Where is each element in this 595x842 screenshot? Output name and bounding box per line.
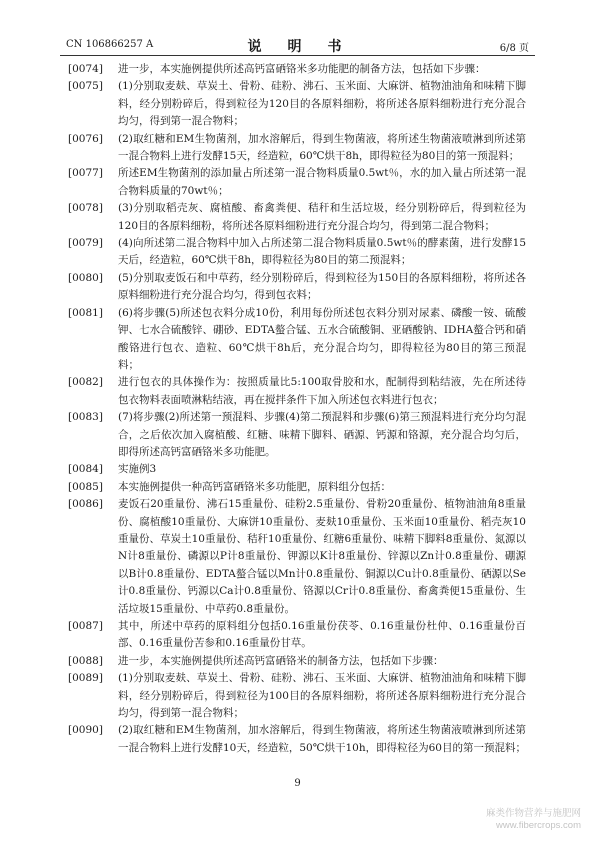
paragraph-number: [0081] bbox=[68, 306, 103, 319]
paragraph-number: [0085] bbox=[68, 480, 103, 493]
paragraph bbox=[68, 200, 526, 235]
paragraph bbox=[68, 305, 526, 375]
paragraph-number: [0088] bbox=[68, 654, 103, 667]
paragraph bbox=[68, 409, 526, 461]
section-heading: 实施例3 bbox=[118, 463, 157, 476]
document-title: 说 明 书 bbox=[247, 39, 348, 55]
paragraph-text: 进行包衣的具体操作为：按照质量比5:100取骨胶和水，配制得到粘结液，先在所述待包衣物料表面喷淋粘结液，再在搅拌条件下加入所述包衣料进行包衣； bbox=[118, 376, 526, 406]
paragraph bbox=[68, 722, 526, 757]
paragraph bbox=[68, 479, 526, 496]
paragraph-text: 本实施例提供一种高钙富硒铬米多功能肥，原料组分包括： bbox=[118, 480, 391, 493]
paragraph-text: (2)取红糖和EM生物菌剂，加水溶解后，得到生物菌液，将所述生物菌液喷淋到所述第一混合物料上进行发酵10天，经造粒，50℃烘干10h，即得粒径为60目的第一预混料； bbox=[118, 724, 526, 754]
paragraph-text: (2)取红糖和EM生物菌剂，加水溶解后，得到生物菌液，将所述生物菌液喷淋到所述第一混合物料上进行发酵15天，经造粒，60℃烘干8h，即得粒径为80目的第一预混料； bbox=[118, 132, 526, 163]
paragraph-number: [0090] bbox=[68, 724, 103, 737]
paragraph bbox=[68, 461, 526, 478]
document-body bbox=[68, 61, 526, 757]
paragraph-text: (7)将步骤(2)所述第一预混料、步骤(4)第二预混料和步骤(6)第三预混料进行充分均匀混合，之后依次加入腐植酸、红糖、味精下脚料、硒源、钙源和铬源，充分混合均匀后，即得所述高钙富硒铬米多功能肥。 bbox=[118, 411, 526, 458]
paragraph-number: [0084] bbox=[68, 463, 103, 476]
paragraph-text: 所述EM生物菌剂的添加量占所述第一混合物料质量0.5wt％，水的加入量占所述第一混合物料质量的70wt％； bbox=[118, 167, 526, 197]
paragraph-text: (4)向所述第二混合物料中加入占所述第二混合物料质量0.5wt％的酵素菌，进行发酵15天后，经造粒，60℃烘干8h，即得粒径为80目的第二预混料； bbox=[118, 237, 526, 267]
page-number: 9 bbox=[294, 778, 301, 789]
paragraph-number: [0087] bbox=[68, 620, 103, 632]
page-indicator: 6/8 页 bbox=[499, 43, 529, 54]
paragraph-number: [0089] bbox=[68, 672, 103, 685]
paragraph-text: (1)分别取麦麸、草炭土、骨粉、硅粉、沸石、玉米面、大麻饼、植物油油角和味精下脚料，经分别粉碎后，得到粒径为100目的各原料细粉，将所述各原料细粉进行充分混合均匀，得到第一混合物料； bbox=[118, 672, 526, 720]
paragraph-text: 麦饭石20重量份、沸石15重量份、硅粉2.5重量份、骨粉20重量份、植物油油角8重量份、腐植酸10重量份、大麻饼10重量份、麦麸10重量份、玉米面10重量份、稻壳灰10重量份、草炭土10重量份、秸秆10重量份、红糖6重量份、味精下脚料8重量份、氮源以N计8重量份、磷源以P计8重量份、钾源以K计8重量份、锌源以Zn计0.8重量份、硼源以B计0.8重量份、EDTA螯合锰以Mn计0.8重量份、铜源以Cu计0.8重量份、硒源以Se计0.8重量份、钙源以Ca计0.8重量份、铬源以Cr计0.8重量份、畜禽粪便15重量份、生活垃圾15重量份、中草药0.8重量份。 bbox=[118, 498, 526, 615]
paragraph-number: [0076] bbox=[68, 132, 103, 145]
paragraph-number: [0078] bbox=[68, 202, 103, 215]
paragraph bbox=[68, 165, 526, 200]
paragraph bbox=[68, 78, 526, 130]
paragraph-number: [0077] bbox=[68, 167, 103, 180]
paragraph bbox=[68, 374, 526, 409]
paragraph-number: [0083] bbox=[68, 411, 103, 424]
paragraph-text: 进一步，本实施例提供所述高钙富硒铬米的制备方法，包括如下步骤： bbox=[118, 654, 444, 667]
paragraph-text: (3)分别取稻壳灰、腐植酸、畜禽粪便、秸秆和生活垃圾，经分别粉碎后，得到粒径为120目的各原料细粉，将所述各原料细粉进行充分混合均匀，得到第二混合物料； bbox=[118, 202, 526, 232]
paragraph-text: (6)将步骤(5)所述包衣料分成10份，利用每份所述包衣料分别对尿素、磷酸一铵、硫酸钾、七水合硫酸锌、硼砂、EDTA螯合锰、五水合硫酸铜、亚硒酸钠、IDHA螯合钙和硝酸铬进行包衣、造粒、60℃烘干8h后，充分混合均匀，即得粒径为80目的第三预混料； bbox=[118, 306, 526, 371]
paragraph-text: (5)分别取麦饭石和中草药，经分别粉碎后，得到粒径为150目的各原料细粉，将所述各原料细粉进行充分混合均匀，得到包衣料； bbox=[118, 271, 526, 302]
paragraph-text: (1)分别取麦麸、草炭土、骨粉、硅粉、沸石、玉米面、大麻饼、植物油油角和味精下脚料，经分别粉碎后，得到粒径为120目的各原料细粉，将所述各原料细粉进行充分混合均匀，得到第一混合物料； bbox=[118, 80, 526, 128]
paragraph-number: [0080] bbox=[68, 271, 103, 284]
watermark-url: www.fibercrops.com bbox=[496, 820, 581, 831]
paragraph-text: 进一步，本实施例提供所述高钙富硒铬米多功能肥的制备方法，包括如下步骤： bbox=[118, 63, 486, 75]
patent-number: CN 106866257 A bbox=[66, 39, 154, 50]
paragraph-number: [0086] bbox=[68, 498, 103, 511]
header-rule bbox=[60, 55, 535, 56]
paragraph bbox=[68, 670, 526, 722]
paragraph bbox=[68, 496, 526, 618]
paragraph-number: [0075] bbox=[68, 80, 103, 93]
paragraph-number: [0082] bbox=[68, 376, 103, 389]
paragraph bbox=[68, 235, 526, 270]
page-header bbox=[66, 36, 529, 54]
paragraph bbox=[68, 270, 526, 305]
paragraph bbox=[68, 653, 526, 670]
paragraph-number: [0074] bbox=[68, 63, 103, 75]
paragraph-number: [0079] bbox=[68, 237, 103, 250]
paragraph-text: 其中，所述中草药的原料组分包括0.16重量份茯苓、0.16重量份杜仲、0.16重量份百部、0.16重量份苦参和0.16重量份甘草。 bbox=[118, 620, 526, 650]
watermark-site-name: 麻类作物营养与施肥网 bbox=[485, 808, 581, 819]
paragraph bbox=[68, 131, 526, 166]
watermark bbox=[421, 808, 581, 832]
paragraph bbox=[68, 618, 526, 653]
paragraph bbox=[68, 61, 526, 78]
